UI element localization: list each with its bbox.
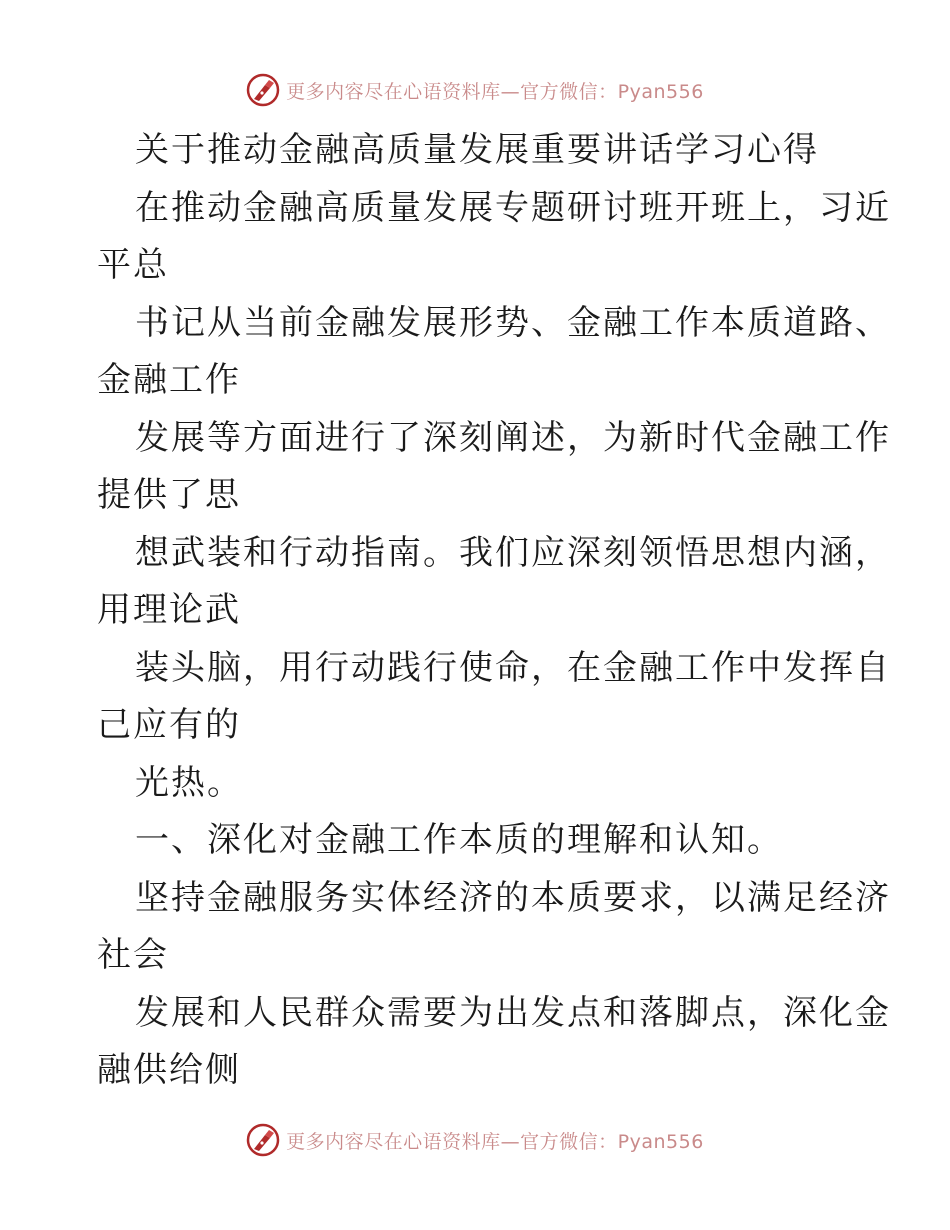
text-line: 发展等方面进行了深刻阐述，为新时代金融工作 bbox=[135, 417, 891, 458]
text-line: 发展和人民群众需要为出发点和落脚点，深化金 bbox=[135, 992, 891, 1033]
text-line: 融供给侧 bbox=[97, 1050, 241, 1090]
text-line: 金融工作 bbox=[97, 360, 241, 400]
pen-nib-logo-icon bbox=[246, 73, 280, 107]
text-line: 关于推动金融高质量发展重要讲话学习心得 bbox=[135, 130, 819, 170]
text-line: 社会 bbox=[97, 935, 169, 975]
watermark-text: 更多内容尽在心语资料库—官方微信：Pyan556 bbox=[286, 1130, 704, 1153]
document-body bbox=[97, 122, 891, 1100]
text-line: 提供了思 bbox=[97, 475, 241, 515]
text-line: 一、深化对金融工作本质的理解和认知。 bbox=[135, 820, 783, 860]
text-line: 在推动金融高质量发展专题研讨班开班上，习近 bbox=[135, 187, 891, 228]
text-line: 用理论武 bbox=[97, 590, 241, 630]
pen-nib-logo-icon bbox=[246, 1123, 280, 1157]
text-line: 己应有的 bbox=[97, 705, 241, 745]
watermark-text: 更多内容尽在心语资料库—官方微信：Pyan556 bbox=[286, 80, 704, 103]
footer-watermark bbox=[0, 1120, 950, 1160]
text-line: 光热。 bbox=[135, 762, 243, 803]
text-line: 想武装和行动指南。我们应深刻领悟思想内涵， bbox=[135, 532, 891, 573]
text-line: 坚持金融服务实体经济的本质要求，以满足经济 bbox=[135, 877, 891, 918]
text-line: 平总 bbox=[97, 245, 169, 285]
text-line: 装头脑，用行动践行使命，在金融工作中发挥自 bbox=[135, 647, 891, 688]
header-watermark bbox=[0, 70, 950, 110]
text-line: 书记从当前金融发展形势、金融工作本质道路、 bbox=[135, 302, 891, 343]
